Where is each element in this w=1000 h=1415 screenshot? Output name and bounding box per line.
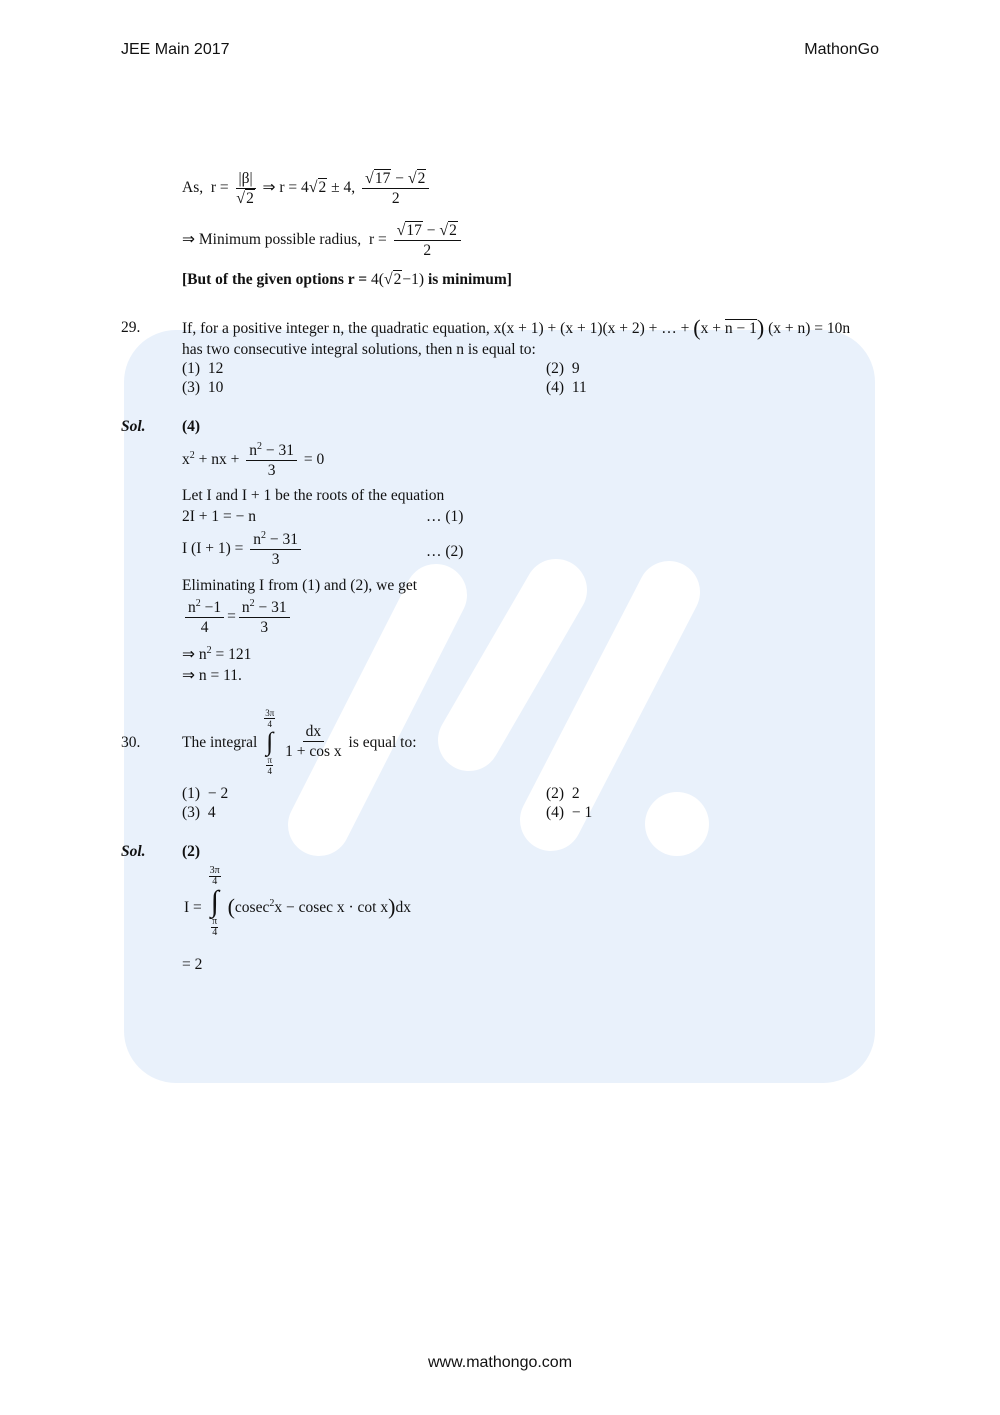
q-text: If, for a positive integer n, the quadratic equation, x(x + 1) + (x + 1)(x + 2) + … + <box>182 320 690 337</box>
integral-symbol: ∫ <box>210 885 219 918</box>
solution-29-eq-4 <box>182 599 293 636</box>
exponent: 2 <box>261 530 267 541</box>
solution-29-eq-3 <box>182 531 304 568</box>
prev-solution-line-2 <box>182 222 464 259</box>
cosec: cosec <box>234 899 270 916</box>
frac-den: 4 <box>200 619 209 636</box>
option-label: (4) <box>546 804 565 821</box>
limit-num: 3π <box>265 708 275 718</box>
minus-31: − 31 <box>269 531 299 548</box>
expr-open: 4( <box>370 271 384 288</box>
term-i-eq: I = <box>184 899 202 916</box>
text-r-eq: r = <box>210 179 229 197</box>
term-i-i-plus-1: I (I + 1) = <box>182 540 244 558</box>
radicand: 17 <box>406 222 422 239</box>
question-30-option-3 <box>182 804 216 822</box>
paren-open: ( <box>693 315 701 340</box>
integral-symbol: ∫ <box>266 727 274 756</box>
lower-limit <box>211 917 218 938</box>
term-x: x <box>182 451 190 469</box>
option-label: (2) <box>546 785 565 802</box>
frac-den: 3 <box>267 462 276 479</box>
solution-29-roots-line: Let I and I + 1 be the roots of the equation <box>182 487 445 504</box>
fraction-dx-over-1-plus-cosx <box>285 723 342 760</box>
frac-den: √2 <box>236 190 254 207</box>
solution-29-eliminate-line: Eliminating I from (1) and (2), we get <box>182 577 418 594</box>
exponent: 2 <box>206 645 212 656</box>
frac-num: √17 − √2 <box>394 222 461 241</box>
dx: dx <box>395 899 411 916</box>
n: n <box>253 531 262 548</box>
question-29-text-line-1 <box>182 315 851 340</box>
option-value: 2 <box>571 785 580 802</box>
frac-num <box>185 599 224 618</box>
prev-solution-line-3 <box>182 271 512 289</box>
radicand: 2 <box>393 271 402 288</box>
radicand: 2 <box>246 190 254 207</box>
fraction-n2-minus-31-over-3 <box>250 531 301 568</box>
exponent: 2 <box>256 441 262 452</box>
option-label: (2) <box>546 360 565 377</box>
solution-30-eq-1 <box>184 866 411 938</box>
text-is-minimum: is minimum] <box>427 271 512 288</box>
question-30-option-4 <box>546 804 592 822</box>
frac-den: 2 <box>423 242 432 259</box>
term-nx: + nx + <box>198 451 240 469</box>
footer-website: www.mathongo.com <box>427 1354 573 1371</box>
overline-term: n − 1 <box>724 320 757 337</box>
option-value: − 1 <box>571 804 593 821</box>
question-30-option-2 <box>546 785 580 803</box>
fraction-n2-minus-31-over-3 <box>239 599 290 636</box>
solution-29-eq-3-tag: … (2) <box>426 543 464 560</box>
lower-limit <box>266 755 273 776</box>
question-29-text-line-2: has two consecutive integral solutions, then n is equal to: <box>182 341 536 358</box>
option-label: (1) <box>182 360 201 377</box>
limit-den: 4 <box>267 766 272 776</box>
q-text-x: x + <box>700 320 721 337</box>
solution-29-label: Sol. <box>121 418 146 435</box>
equals: = <box>227 608 236 626</box>
option-value: 11 <box>571 379 587 396</box>
minus-31: − 31 <box>258 599 287 616</box>
fraction-n2-minus-31-over-3 <box>246 442 297 479</box>
n: n <box>188 599 196 616</box>
integrand: (cosec$^2$x − cosec x · cot x)dx <box>227 894 411 919</box>
limit-num: π <box>212 916 218 927</box>
frac-den: 3 <box>271 551 280 568</box>
option-label: (4) <box>546 379 565 396</box>
fraction-beta-over-root2 <box>236 170 256 207</box>
upper-limit <box>209 866 221 887</box>
exponent: 2 <box>269 898 275 909</box>
q-text-equal-to: is equal to: <box>348 734 417 751</box>
expr-close: −1) <box>402 271 425 288</box>
solution-30-answer: (2) <box>182 843 201 860</box>
question-29-number: 29. <box>121 319 141 336</box>
limit-num: π <box>267 755 272 765</box>
question-29-option-2 <box>546 360 580 378</box>
solution-30-label: Sol. <box>121 843 146 860</box>
option-value: 10 <box>207 379 224 396</box>
integral-sign-icon <box>264 708 275 776</box>
option-value: 4 <box>207 804 216 821</box>
option-label: (3) <box>182 804 201 821</box>
expr-4-root2-minus-1: 4(√2−1) <box>370 271 425 288</box>
frac-num: dx <box>303 723 325 742</box>
solution-29-eq-2: 2I + 1 = − n <box>182 508 257 525</box>
text-min-radius: ⇒ Minimum possible radius, <box>182 231 362 249</box>
minus: − <box>395 170 404 187</box>
radicand: 17 <box>374 170 391 187</box>
exponent: 2 <box>249 598 255 609</box>
solution-30-result: = 2 <box>182 956 203 973</box>
solution-29-answer: (4) <box>182 418 201 435</box>
frac-num: |β| <box>236 170 256 189</box>
text-coef: 4 <box>301 179 309 197</box>
minus-1: −1 <box>204 599 222 616</box>
prev-solution-line-1: As, r = $\frac{|\beta|}{√2}$ ⇒ r = 4√2 ± 4, $\frac{√17 - √2}{2}$ <box>182 170 432 207</box>
solution-29-eq-1 <box>182 442 324 479</box>
solution-29-eq-6: ⇒ n = 11. <box>182 667 242 684</box>
frac-num: √17 − √2 <box>362 170 429 189</box>
upper-limit <box>264 708 275 729</box>
question-30-option-1 <box>182 785 228 803</box>
frac-num <box>250 531 301 550</box>
fraction-n2-minus-1-over-4 <box>185 599 224 636</box>
header-exam-title: JEE Main 2017 <box>121 41 230 58</box>
limit-den: 4 <box>212 927 218 938</box>
limit-num: 3π <box>209 865 220 876</box>
radicand: 2 <box>449 222 457 239</box>
question-29-option-4 <box>546 379 587 397</box>
paren-close: ) <box>756 315 765 340</box>
text-as: As, <box>182 179 204 197</box>
question-29-option-3 <box>182 379 223 397</box>
question-30-number: 30. <box>121 734 141 751</box>
minus: − <box>426 222 436 239</box>
solution-29-eq-2-tag: … (1) <box>426 508 464 525</box>
minus-31: − 31 <box>265 442 294 459</box>
integrand-rest: x − cosec x · cot x <box>274 899 389 916</box>
frac-den: 1 + cos x <box>285 743 342 760</box>
question-29-option-1 <box>182 360 223 378</box>
option-value: 9 <box>571 360 580 377</box>
option-value: − 2 <box>207 785 229 802</box>
q-text-end: (x + n) = 10n <box>768 320 851 337</box>
text-given-options: [But of the given options r = <box>182 271 368 288</box>
exponent: 2 <box>195 598 201 609</box>
frac-num <box>246 442 297 461</box>
integral-sign-icon <box>209 866 221 938</box>
frac-num <box>239 599 290 618</box>
eq-zero: = 0 <box>303 451 325 469</box>
n: n <box>249 442 257 459</box>
option-label: (1) <box>182 785 201 802</box>
q-text-integral: The integral <box>182 734 258 751</box>
exponent: 2 <box>189 450 195 462</box>
implies-n: ⇒ n <box>182 646 207 663</box>
text-pm: ± 4, <box>331 179 356 197</box>
question-30-text <box>182 708 417 776</box>
option-label: (3) <box>182 379 201 396</box>
option-value: 12 <box>207 360 224 377</box>
radicand: 2 <box>417 170 426 187</box>
frac-den: 2 <box>391 190 400 207</box>
fraction-root17-minus-root2 <box>394 222 461 259</box>
text-implies: ⇒ r = <box>262 179 298 197</box>
header-brand: MathonGo <box>804 41 879 58</box>
frac-den: 3 <box>260 619 269 636</box>
radicand: 2 <box>318 179 327 197</box>
text-r-eq: r = <box>368 231 387 249</box>
limit-den: 4 <box>267 719 272 729</box>
limit-den: 4 <box>212 876 218 887</box>
solution-29-eq-5 <box>182 646 251 664</box>
fraction-root17-minus-root2 <box>362 170 429 207</box>
n: n <box>241 599 250 616</box>
eq-121: = 121 <box>215 646 252 663</box>
